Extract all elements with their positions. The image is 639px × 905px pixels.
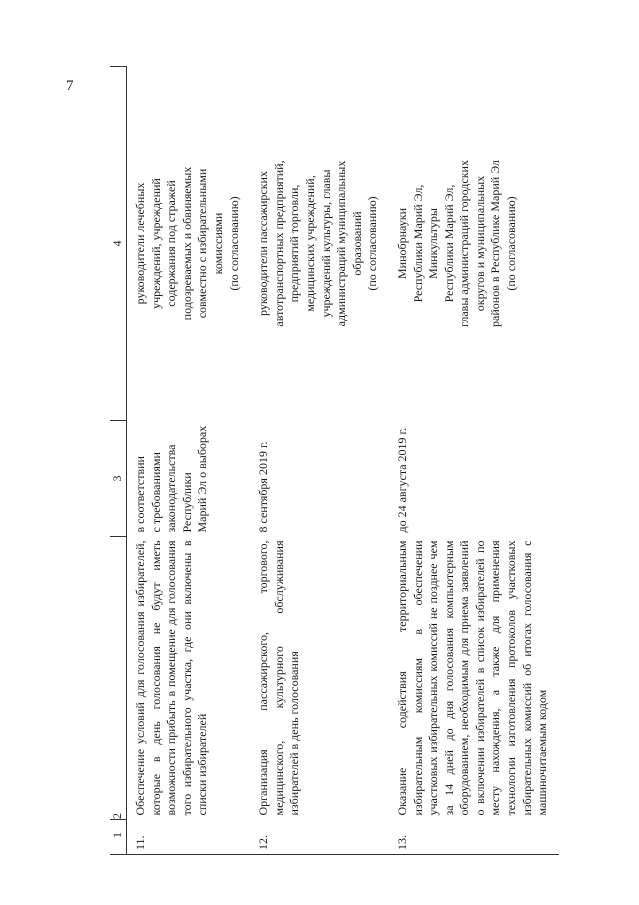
responsible-line: (по согласованию) (504, 196, 519, 291)
table-row (127, 67, 251, 855)
responsible-line: руководители лечебных (133, 182, 147, 305)
column-header-1: 1 (110, 820, 127, 855)
responsible-line: главы администраций городских (457, 160, 472, 327)
responsible-line: округов и муниципальных (472, 175, 487, 312)
responsible-line: Республики Марий Эл, (410, 184, 425, 303)
responsible-line: администраций муниципальных (334, 160, 349, 327)
responsible-line: Республики Марий Эл, (441, 184, 456, 303)
row-deadline (127, 421, 251, 537)
plan-table (110, 66, 559, 855)
responsible-line: образований (349, 211, 364, 276)
rotated-table-page (110, 75, 550, 855)
row-number: 12. (250, 820, 389, 855)
responsible-line: содержания под стражей (164, 180, 179, 307)
table-row (250, 67, 389, 855)
responsible-line: (по согласованию) (226, 196, 241, 291)
row-deadline (389, 421, 559, 537)
responsible-line: Минкультуры (426, 208, 441, 279)
row-deadline (250, 421, 389, 537)
row-number: 13. (389, 820, 559, 855)
column-header-2: 2 (110, 537, 127, 820)
table-header-row (110, 67, 127, 855)
responsible-line: подозреваемых и обвиняемых (179, 166, 194, 321)
responsible-line: учреждений культуры, главы (318, 169, 333, 318)
row-number: 11. (127, 820, 251, 855)
deadline-line: до 24 августа 2019 г. (394, 427, 409, 533)
table-row (389, 67, 559, 855)
row-responsible (127, 67, 251, 421)
deadline-line: Республики (179, 472, 194, 533)
deadline-line: законодательства (164, 444, 179, 533)
responsible-line: медицинских учреждений, (302, 175, 317, 312)
page-number: 7 (66, 78, 74, 94)
responsible-line: руководители пассажирских (256, 171, 271, 316)
responsible-line: совместно с избирательными (195, 168, 210, 319)
row-action: Обеспечение условий для голосования избирателей, которые в день голосования не будут иметь возможности прибыть в помещение для голосования того избирательного участка, где они включены в списки избирателей (133, 540, 210, 816)
row-action: Организация пассажирского, торгового, медицинского, культурного обслуживания избирателей в день голосования (256, 540, 302, 816)
deadline-line: с требованиями (148, 452, 163, 533)
responsible-line: предприятий торговли, (287, 184, 302, 303)
responsible-line: автотранспортных предприятий, (271, 160, 286, 327)
deadline-line: 8 сентября 2019 г. (256, 441, 271, 533)
deadline-line: Марий Эл о выборах (195, 425, 210, 533)
column-header-4: 4 (110, 67, 127, 421)
row-responsible (389, 67, 559, 421)
column-header-3: 3 (110, 421, 127, 537)
responsible-line: комиссиями (210, 212, 225, 275)
responsible-line: районов в Республике Марий Эл (488, 160, 503, 327)
row-responsible (250, 67, 389, 421)
responsible-line: (по согласованию) (365, 196, 380, 291)
responsible-line: Минобрнауки (394, 208, 409, 280)
responsible-line: учреждений, учреждений (148, 178, 163, 309)
deadline-line: в соответствии (133, 456, 147, 533)
row-action: Оказание содействия территориальным избирательным комиссиям в обеспечении участковых избирательных комиссий не позднее чем за 14 дней до дня голосования компьютерным оборудованием, необходимым для приема заявлений о включении избирателей в список избирателей по месту нахождения, а также для применения технологии изготовления протоколов участковых избирательных комиссий об итогах голосования с машиночитаемым кодом (394, 540, 550, 816)
